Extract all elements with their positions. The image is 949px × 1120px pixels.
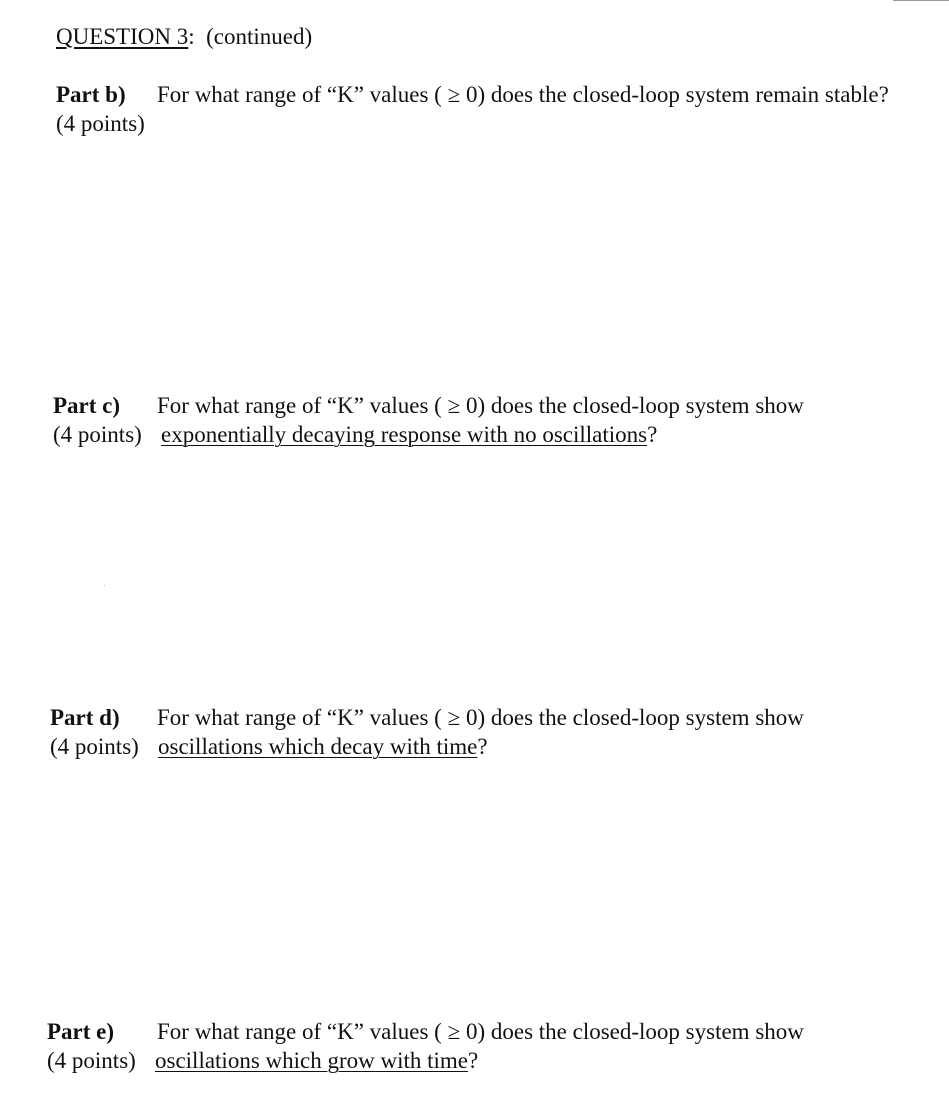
scan-speck (104, 585, 105, 586)
part-e-question-cont (155, 1046, 478, 1075)
part-c-question: For what range of “K” values ( ≥ 0) does the closed-loop system show (157, 393, 804, 418)
part-d-underlined: oscillations which decay with time (158, 734, 478, 759)
part-e (47, 1017, 804, 1075)
part-d-label: Part d) (50, 705, 120, 730)
part-d-question: For what range of “K” values ( ≥ 0) does the closed-loop system show (157, 705, 804, 730)
part-c-points: (4 points) (53, 422, 142, 447)
part-c-qmark: ? (647, 422, 658, 447)
header-continued: (continued) (206, 24, 313, 49)
part-b-points: (4 points) (56, 111, 145, 136)
top-edge-rule (893, 0, 949, 1)
part-b (56, 80, 889, 138)
part-c-underlined: exponentially decaying response with no oscillations (161, 422, 648, 447)
page-header (56, 22, 312, 51)
part-d (50, 703, 804, 761)
header-colon: : (188, 24, 195, 49)
part-e-qmark: ? (468, 1048, 479, 1073)
part-b-question: For what range of “K” values ( ≥ 0) does the closed-loop system remain stable? (157, 82, 889, 107)
question-number: QUESTION 3 (56, 24, 189, 49)
part-c-label: Part c) (53, 393, 121, 418)
part-d-qmark: ? (477, 734, 488, 759)
part-e-label: Part e) (47, 1019, 115, 1044)
part-d-question-cont (158, 732, 488, 761)
part-e-underlined: oscillations which grow with time (155, 1048, 469, 1073)
part-d-points: (4 points) (50, 734, 139, 759)
part-b-label: Part b) (56, 82, 126, 107)
part-e-points: (4 points) (47, 1048, 136, 1073)
part-c (53, 391, 804, 449)
part-c-question-cont (161, 420, 657, 449)
part-e-question: For what range of “K” values ( ≥ 0) does the closed-loop system show (157, 1019, 804, 1044)
